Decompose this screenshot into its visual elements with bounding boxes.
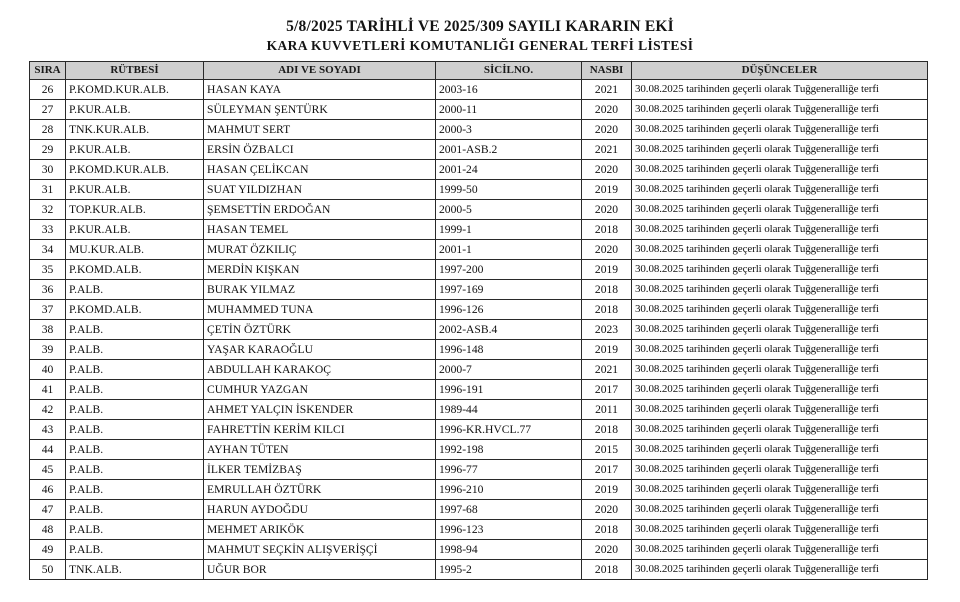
cell-dusunceler: 30.08.2025 tarihinden geçerli olarak Tuğgeneralliğe terfi	[632, 100, 928, 120]
table-row	[30, 480, 928, 500]
cell-rutbe: P.ALB.	[66, 380, 204, 400]
cell-rutbe: P.KOMD.ALB.	[66, 300, 204, 320]
column-header-rutbe: RÜTBESİ	[66, 62, 204, 80]
cell-ad-soyad: MUHAMMED TUNA	[204, 300, 436, 320]
cell-ad-soyad: UĞUR BOR	[204, 560, 436, 580]
cell-sira: 49	[30, 540, 66, 560]
cell-dusunceler: 30.08.2025 tarihinden geçerli olarak Tuğgeneralliğe terfi	[632, 500, 928, 520]
promotion-table	[29, 61, 928, 580]
cell-nasbi: 2021	[582, 80, 632, 100]
cell-nasbi: 2020	[582, 160, 632, 180]
cell-dusunceler: 30.08.2025 tarihinden geçerli olarak Tuğgeneralliğe terfi	[632, 560, 928, 580]
cell-nasbi: 2015	[582, 440, 632, 460]
table-row	[30, 420, 928, 440]
cell-sira: 39	[30, 340, 66, 360]
cell-ad-soyad: MURAT ÖZKILIÇ	[204, 240, 436, 260]
cell-sicil-no: 1996-77	[436, 460, 582, 480]
table-row	[30, 120, 928, 140]
cell-dusunceler: 30.08.2025 tarihinden geçerli olarak Tuğgeneralliğe terfi	[632, 280, 928, 300]
table-row	[30, 160, 928, 180]
cell-nasbi: 2023	[582, 320, 632, 340]
cell-dusunceler: 30.08.2025 tarihinden geçerli olarak Tuğgeneralliğe terfi	[632, 300, 928, 320]
cell-rutbe: P.ALB.	[66, 320, 204, 340]
cell-dusunceler: 30.08.2025 tarihinden geçerli olarak Tuğgeneralliğe terfi	[632, 360, 928, 380]
cell-nasbi: 2019	[582, 180, 632, 200]
table-body	[30, 80, 928, 580]
cell-nasbi: 2018	[582, 300, 632, 320]
cell-sicil-no: 1997-169	[436, 280, 582, 300]
cell-rutbe: TOP.KUR.ALB.	[66, 200, 204, 220]
cell-nasbi: 2020	[582, 200, 632, 220]
cell-rutbe: P.ALB.	[66, 340, 204, 360]
cell-sicil-no: 2001-ASB.2	[436, 140, 582, 160]
cell-sira: 32	[30, 200, 66, 220]
cell-ad-soyad: HASAN KAYA	[204, 80, 436, 100]
table-row	[30, 380, 928, 400]
cell-nasbi: 2018	[582, 560, 632, 580]
cell-dusunceler: 30.08.2025 tarihinden geçerli olarak Tuğgeneralliğe terfi	[632, 400, 928, 420]
cell-ad-soyad: MAHMUT SEÇKİN ALIŞVERİŞÇİ	[204, 540, 436, 560]
cell-sira: 37	[30, 300, 66, 320]
cell-rutbe: P.ALB.	[66, 520, 204, 540]
cell-rutbe: P.ALB.	[66, 540, 204, 560]
column-header-sicil-no: SİCİLNO.	[436, 62, 582, 80]
cell-dusunceler: 30.08.2025 tarihinden geçerli olarak Tuğgeneralliğe terfi	[632, 320, 928, 340]
cell-dusunceler: 30.08.2025 tarihinden geçerli olarak Tuğgeneralliğe terfi	[632, 460, 928, 480]
cell-nasbi: 2017	[582, 460, 632, 480]
table-row	[30, 400, 928, 420]
cell-ad-soyad: EMRULLAH ÖZTÜRK	[204, 480, 436, 500]
table-row	[30, 540, 928, 560]
cell-rutbe: P.ALB.	[66, 420, 204, 440]
cell-rutbe: P.ALB.	[66, 440, 204, 460]
table-row	[30, 300, 928, 320]
column-header-ad-soyad: ADI VE SOYADI	[204, 62, 436, 80]
cell-nasbi: 2019	[582, 340, 632, 360]
table-row	[30, 520, 928, 540]
cell-sicil-no: 1996-191	[436, 380, 582, 400]
cell-rutbe: P.KUR.ALB.	[66, 180, 204, 200]
cell-sira: 34	[30, 240, 66, 260]
cell-dusunceler: 30.08.2025 tarihinden geçerli olarak Tuğgeneralliğe terfi	[632, 540, 928, 560]
document-subtitle: KARA KUVVETLERİ KOMUTANLIĞI GENERAL TERFİ LİSTESİ	[266, 38, 694, 53]
cell-rutbe: P.KUR.ALB.	[66, 220, 204, 240]
cell-sicil-no: 1997-200	[436, 260, 582, 280]
cell-sicil-no: 1999-50	[436, 180, 582, 200]
cell-rutbe: P.ALB.	[66, 500, 204, 520]
table-row	[30, 180, 928, 200]
cell-sira: 44	[30, 440, 66, 460]
cell-dusunceler: 30.08.2025 tarihinden geçerli olarak Tuğgeneralliğe terfi	[632, 120, 928, 140]
cell-rutbe: P.KUR.ALB.	[66, 100, 204, 120]
cell-nasbi: 2018	[582, 420, 632, 440]
cell-ad-soyad: BURAK YILMAZ	[204, 280, 436, 300]
cell-sira: 45	[30, 460, 66, 480]
cell-nasbi: 2018	[582, 520, 632, 540]
cell-sicil-no: 2000-3	[436, 120, 582, 140]
cell-ad-soyad: YAŞAR KARAOĞLU	[204, 340, 436, 360]
cell-ad-soyad: HASAN ÇELİKCAN	[204, 160, 436, 180]
cell-rutbe: P.ALB.	[66, 360, 204, 380]
cell-sicil-no: 2001-24	[436, 160, 582, 180]
cell-dusunceler: 30.08.2025 tarihinden geçerli olarak Tuğgeneralliğe terfi	[632, 240, 928, 260]
cell-ad-soyad: MERDİN KIŞKAN	[204, 260, 436, 280]
table-row	[30, 440, 928, 460]
cell-ad-soyad: ÇETİN ÖZTÜRK	[204, 320, 436, 340]
column-header-nasbi: NASBI	[582, 62, 632, 80]
cell-dusunceler: 30.08.2025 tarihinden geçerli olarak Tuğgeneralliğe terfi	[632, 200, 928, 220]
cell-sicil-no: 1996-126	[436, 300, 582, 320]
cell-sicil-no: 1998-94	[436, 540, 582, 560]
cell-rutbe: MU.KUR.ALB.	[66, 240, 204, 260]
cell-dusunceler: 30.08.2025 tarihinden geçerli olarak Tuğgeneralliğe terfi	[632, 80, 928, 100]
cell-nasbi: 2021	[582, 360, 632, 380]
cell-sicil-no: 1995-2	[436, 560, 582, 580]
cell-dusunceler: 30.08.2025 tarihinden geçerli olarak Tuğgeneralliğe terfi	[632, 180, 928, 200]
cell-sira: 29	[30, 140, 66, 160]
cell-sicil-no: 2000-11	[436, 100, 582, 120]
cell-sira: 35	[30, 260, 66, 280]
cell-sicil-no: 2003-16	[436, 80, 582, 100]
cell-sicil-no: 1996-148	[436, 340, 582, 360]
cell-dusunceler: 30.08.2025 tarihinden geçerli olarak Tuğgeneralliğe terfi	[632, 520, 928, 540]
cell-sira: 46	[30, 480, 66, 500]
table-row	[30, 340, 928, 360]
table-row	[30, 200, 928, 220]
cell-sira: 42	[30, 400, 66, 420]
cell-nasbi: 2017	[582, 380, 632, 400]
cell-dusunceler: 30.08.2025 tarihinden geçerli olarak Tuğgeneralliğe terfi	[632, 140, 928, 160]
cell-sicil-no: 1999-1	[436, 220, 582, 240]
cell-dusunceler: 30.08.2025 tarihinden geçerli olarak Tuğgeneralliğe terfi	[632, 420, 928, 440]
table-row	[30, 360, 928, 380]
table-row	[30, 560, 928, 580]
cell-sira: 31	[30, 180, 66, 200]
cell-sira: 36	[30, 280, 66, 300]
cell-nasbi: 2019	[582, 260, 632, 280]
cell-nasbi: 2019	[582, 480, 632, 500]
cell-dusunceler: 30.08.2025 tarihinden geçerli olarak Tuğgeneralliğe terfi	[632, 380, 928, 400]
cell-ad-soyad: ERSİN ÖZBALCI	[204, 140, 436, 160]
cell-ad-soyad: FAHRETTİN KERİM KILCI	[204, 420, 436, 440]
cell-sicil-no: 2000-7	[436, 360, 582, 380]
table-row	[30, 460, 928, 480]
table-row	[30, 280, 928, 300]
cell-nasbi: 2018	[582, 280, 632, 300]
cell-nasbi: 2020	[582, 500, 632, 520]
cell-ad-soyad: HASAN TEMEL	[204, 220, 436, 240]
cell-nasbi: 2011	[582, 400, 632, 420]
table-row	[30, 260, 928, 280]
cell-rutbe: P.ALB.	[66, 460, 204, 480]
cell-ad-soyad: ABDULLAH KARAKOÇ	[204, 360, 436, 380]
table-header-row	[30, 62, 928, 80]
cell-sira: 26	[30, 80, 66, 100]
cell-sicil-no: 2000-5	[436, 200, 582, 220]
table-row	[30, 500, 928, 520]
cell-ad-soyad: CUMHUR YAZGAN	[204, 380, 436, 400]
cell-dusunceler: 30.08.2025 tarihinden geçerli olarak Tuğgeneralliğe terfi	[632, 260, 928, 280]
cell-sira: 47	[30, 500, 66, 520]
cell-dusunceler: 30.08.2025 tarihinden geçerli olarak Tuğgeneralliğe terfi	[632, 480, 928, 500]
cell-ad-soyad: MAHMUT SERT	[204, 120, 436, 140]
cell-sira: 27	[30, 100, 66, 120]
cell-dusunceler: 30.08.2025 tarihinden geçerli olarak Tuğgeneralliğe terfi	[632, 220, 928, 240]
cell-sira: 41	[30, 380, 66, 400]
cell-sicil-no: 1996-123	[436, 520, 582, 540]
column-header-dusunceler: DÜŞÜNCELER	[632, 62, 928, 80]
cell-nasbi: 2020	[582, 120, 632, 140]
cell-ad-soyad: İLKER TEMİZBAŞ	[204, 460, 436, 480]
table-row	[30, 220, 928, 240]
cell-sira: 43	[30, 420, 66, 440]
cell-sira: 30	[30, 160, 66, 180]
cell-dusunceler: 30.08.2025 tarihinden geçerli olarak Tuğgeneralliğe terfi	[632, 340, 928, 360]
cell-rutbe: P.ALB.	[66, 480, 204, 500]
cell-sicil-no: 2001-1	[436, 240, 582, 260]
document-title: 5/8/2025 TARİHLİ VE 2025/309 SAYILI KARARIN EKİ	[286, 18, 674, 35]
cell-sicil-no: 1996-210	[436, 480, 582, 500]
cell-rutbe: P.KOMD.KUR.ALB.	[66, 160, 204, 180]
cell-rutbe: P.KOMD.KUR.ALB.	[66, 80, 204, 100]
cell-rutbe: P.ALB.	[66, 280, 204, 300]
cell-sira: 40	[30, 360, 66, 380]
cell-ad-soyad: SÜLEYMAN ŞENTÜRK	[204, 100, 436, 120]
cell-sira: 48	[30, 520, 66, 540]
cell-sicil-no: 1992-198	[436, 440, 582, 460]
table-row	[30, 320, 928, 340]
cell-ad-soyad: ŞEMSETTİN ERDOĞAN	[204, 200, 436, 220]
table-row	[30, 240, 928, 260]
cell-rutbe: P.KUR.ALB.	[66, 140, 204, 160]
cell-nasbi: 2020	[582, 540, 632, 560]
cell-nasbi: 2018	[582, 220, 632, 240]
table-row	[30, 140, 928, 160]
table-header	[30, 62, 928, 80]
cell-ad-soyad: SUAT YILDIZHAN	[204, 180, 436, 200]
table-row	[30, 100, 928, 120]
cell-sira: 38	[30, 320, 66, 340]
cell-rutbe: TNK.KUR.ALB.	[66, 120, 204, 140]
cell-ad-soyad: AYHAN TÜTEN	[204, 440, 436, 460]
cell-sira: 50	[30, 560, 66, 580]
cell-sicil-no: 2002-ASB.4	[436, 320, 582, 340]
cell-rutbe: TNK.ALB.	[66, 560, 204, 580]
cell-dusunceler: 30.08.2025 tarihinden geçerli olarak Tuğgeneralliğe terfi	[632, 160, 928, 180]
cell-sira: 33	[30, 220, 66, 240]
cell-sicil-no: 1996-KR.HVCL.77	[436, 420, 582, 440]
cell-sicil-no: 1997-68	[436, 500, 582, 520]
cell-nasbi: 2020	[582, 100, 632, 120]
cell-ad-soyad: AHMET YALÇIN İSKENDER	[204, 400, 436, 420]
cell-dusunceler: 30.08.2025 tarihinden geçerli olarak Tuğgeneralliğe terfi	[632, 440, 928, 460]
cell-rutbe: P.KOMD.ALB.	[66, 260, 204, 280]
cell-sicil-no: 1989-44	[436, 400, 582, 420]
table-row	[30, 80, 928, 100]
cell-rutbe: P.ALB.	[66, 400, 204, 420]
cell-nasbi: 2021	[582, 140, 632, 160]
cell-nasbi: 2020	[582, 240, 632, 260]
cell-sira: 28	[30, 120, 66, 140]
column-header-sira: SIRA	[30, 62, 66, 80]
cell-ad-soyad: HARUN AYDOĞDU	[204, 500, 436, 520]
cell-ad-soyad: MEHMET ARIKÖK	[204, 520, 436, 540]
